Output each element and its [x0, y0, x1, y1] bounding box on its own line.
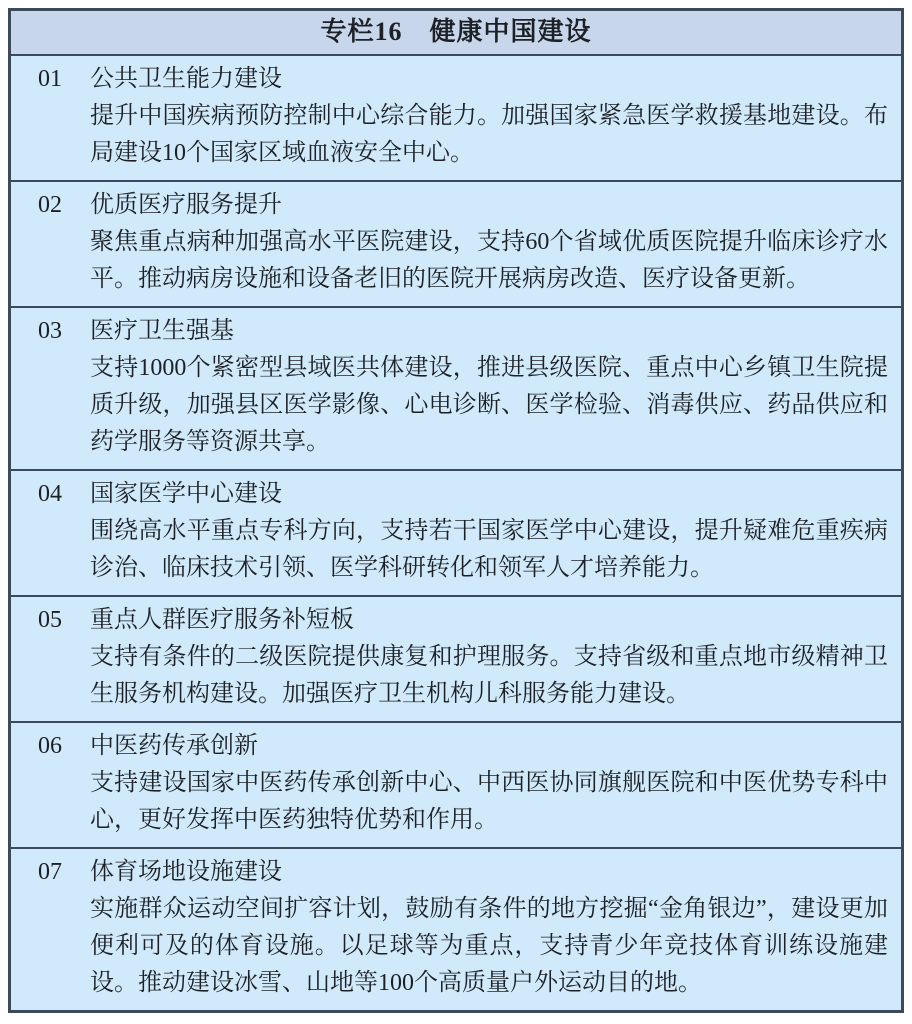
section-body: 聚焦重点病种加强高水平医院建设，支持60个省域优质医院提升临床诊疗水平。推动病房设施和设备老旧的医院开展病房改造、医疗设备更新。 [90, 229, 888, 292]
section-body: 实施群众运动空间扩容计划，鼓励有条件的地方挖掘“金角银边”，建设更加便利可及的体育设施。以足球等为重点，支持青少年竞技体育训练设施建设。推动建设冰雪、山地等100个高质量户外运动目的地。 [90, 896, 888, 996]
section-heading: 国家医学中心建设 [90, 481, 282, 507]
section-body: 围绕高水平重点专科方向，支持若干国家医学中心建设，提升疑难危重疾病诊治、临床技术引领、医学科研转化和领军人才培养能力。 [90, 518, 888, 581]
section-number: 02 [38, 192, 62, 218]
section-05 [11, 595, 901, 721]
section-heading: 公共卫生能力建设 [90, 66, 282, 92]
section-heading: 医疗卫生强基 [90, 318, 234, 344]
section-03 [11, 306, 901, 469]
section-number: 05 [38, 607, 62, 633]
section-body: 支持建设国家中医药传承创新中心、中西医协同旗舰医院和中医优势专科中心，更好发挥中医药独特优势和作用。 [90, 770, 888, 833]
section-body: 支持1000个紧密型县域医共体建设，推进县级医院、重点中心乡镇卫生院提质升级，加强县区医学影像、心电诊断、医学检验、消毒供应、药品供应和药学服务等资源共享。 [90, 355, 888, 455]
section-02 [11, 180, 901, 306]
section-number: 04 [38, 481, 62, 507]
section-number: 06 [38, 733, 62, 759]
section-body: 支持有条件的二级医院提供康复和护理服务。支持省级和重点地市级精神卫生服务机构建设。加强医疗卫生机构儿科服务能力建设。 [90, 644, 888, 707]
section-04 [11, 469, 901, 595]
section-heading: 优质医疗服务提升 [90, 192, 282, 218]
section-heading: 中医药传承创新 [90, 733, 258, 759]
panel-title: 专栏16 健康中国建设 [11, 11, 901, 54]
section-06 [11, 721, 901, 847]
section-07 [11, 847, 901, 1010]
section-number: 01 [38, 66, 62, 92]
section-number: 03 [38, 318, 62, 344]
section-07-head [38, 854, 888, 891]
section-02-head [38, 187, 888, 224]
section-05-head [38, 602, 888, 639]
section-body: 提升中国疾病预防控制中心综合能力。加强国家紧急医学救援基地建设。布局建设10个国家区域血液安全中心。 [90, 103, 888, 166]
section-01 [11, 54, 901, 180]
section-heading: 体育场地设施建设 [90, 859, 282, 885]
section-03-head [38, 313, 888, 350]
section-06-head [38, 728, 888, 765]
section-number: 07 [38, 859, 62, 885]
section-04-head [38, 476, 888, 513]
section-heading: 重点人群医疗服务补短板 [90, 607, 354, 633]
column-16-panel [8, 8, 904, 1013]
section-01-head [38, 61, 888, 98]
